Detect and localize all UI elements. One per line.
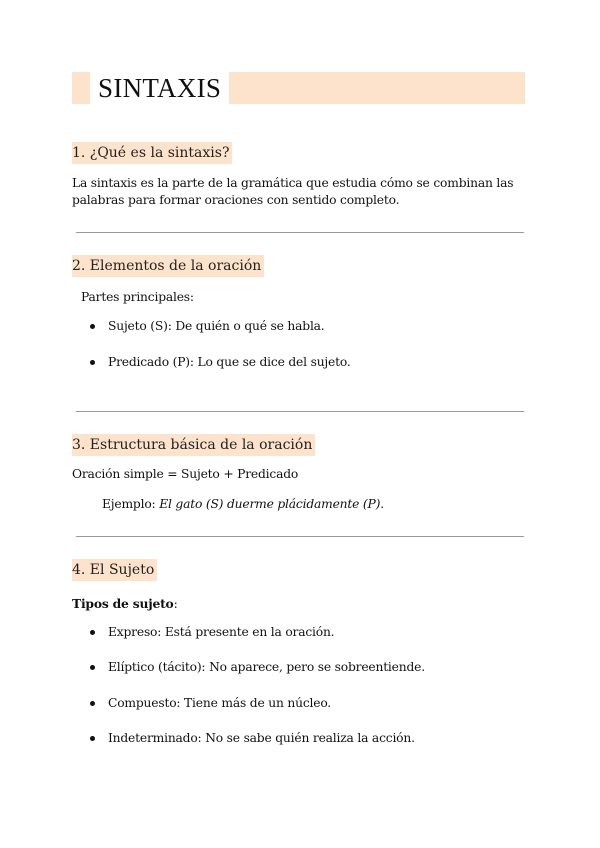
section-heading-3: 3. Estructura básica de la oración xyxy=(72,434,315,456)
section-4-intro xyxy=(72,595,178,613)
bullet-icon xyxy=(90,630,95,635)
list-item: Compuesto: Tiene más de un núcleo. xyxy=(108,696,332,710)
divider xyxy=(76,232,524,233)
list-item: Elíptico (tácito): No aparece, pero se sobreentiende. xyxy=(108,660,425,674)
bullet-icon xyxy=(90,665,95,670)
section-3-formula: Oración simple = Sujeto + Predicado xyxy=(72,467,299,481)
section-1-paragraph-line-2: palabras para formar oraciones con sentido completo. xyxy=(72,193,400,207)
section-heading-1: 1. ¿Qué es la sintaxis? xyxy=(72,142,232,164)
section-2-intro: Partes principales: xyxy=(81,290,194,304)
section-heading-4: 4. El Sujeto xyxy=(72,559,157,581)
bullet-icon xyxy=(90,324,95,329)
example-end: . xyxy=(380,497,384,511)
example-label: Ejemplo: xyxy=(102,497,160,511)
list-item: Expreso: Está presente en la oración. xyxy=(108,625,335,639)
divider xyxy=(76,411,524,412)
page-title: SINTAXIS xyxy=(90,70,229,106)
section-heading-2: 2. Elementos de la oración xyxy=(72,255,264,277)
divider xyxy=(76,536,524,537)
bullet-icon xyxy=(90,736,95,741)
list-item: Predicado (P): Lo que se dice del sujeto. xyxy=(108,355,351,369)
bullet-icon xyxy=(90,701,95,706)
section-4-intro-bold: Tipos de sujeto xyxy=(72,596,174,611)
section-1-paragraph-line-1: La sintaxis es la parte de la gramática que estudia cómo se combinan las xyxy=(72,176,514,190)
example-text: El gato (S) duerme plácidamente (P) xyxy=(159,497,381,511)
section-4-intro-end: : xyxy=(173,597,178,611)
bullet-icon xyxy=(90,360,95,365)
section-3-example xyxy=(102,496,384,513)
list-item: Indeterminado: No se sabe quién realiza la acción. xyxy=(108,731,415,745)
list-item: Sujeto (S): De quién o qué se habla. xyxy=(108,319,325,333)
